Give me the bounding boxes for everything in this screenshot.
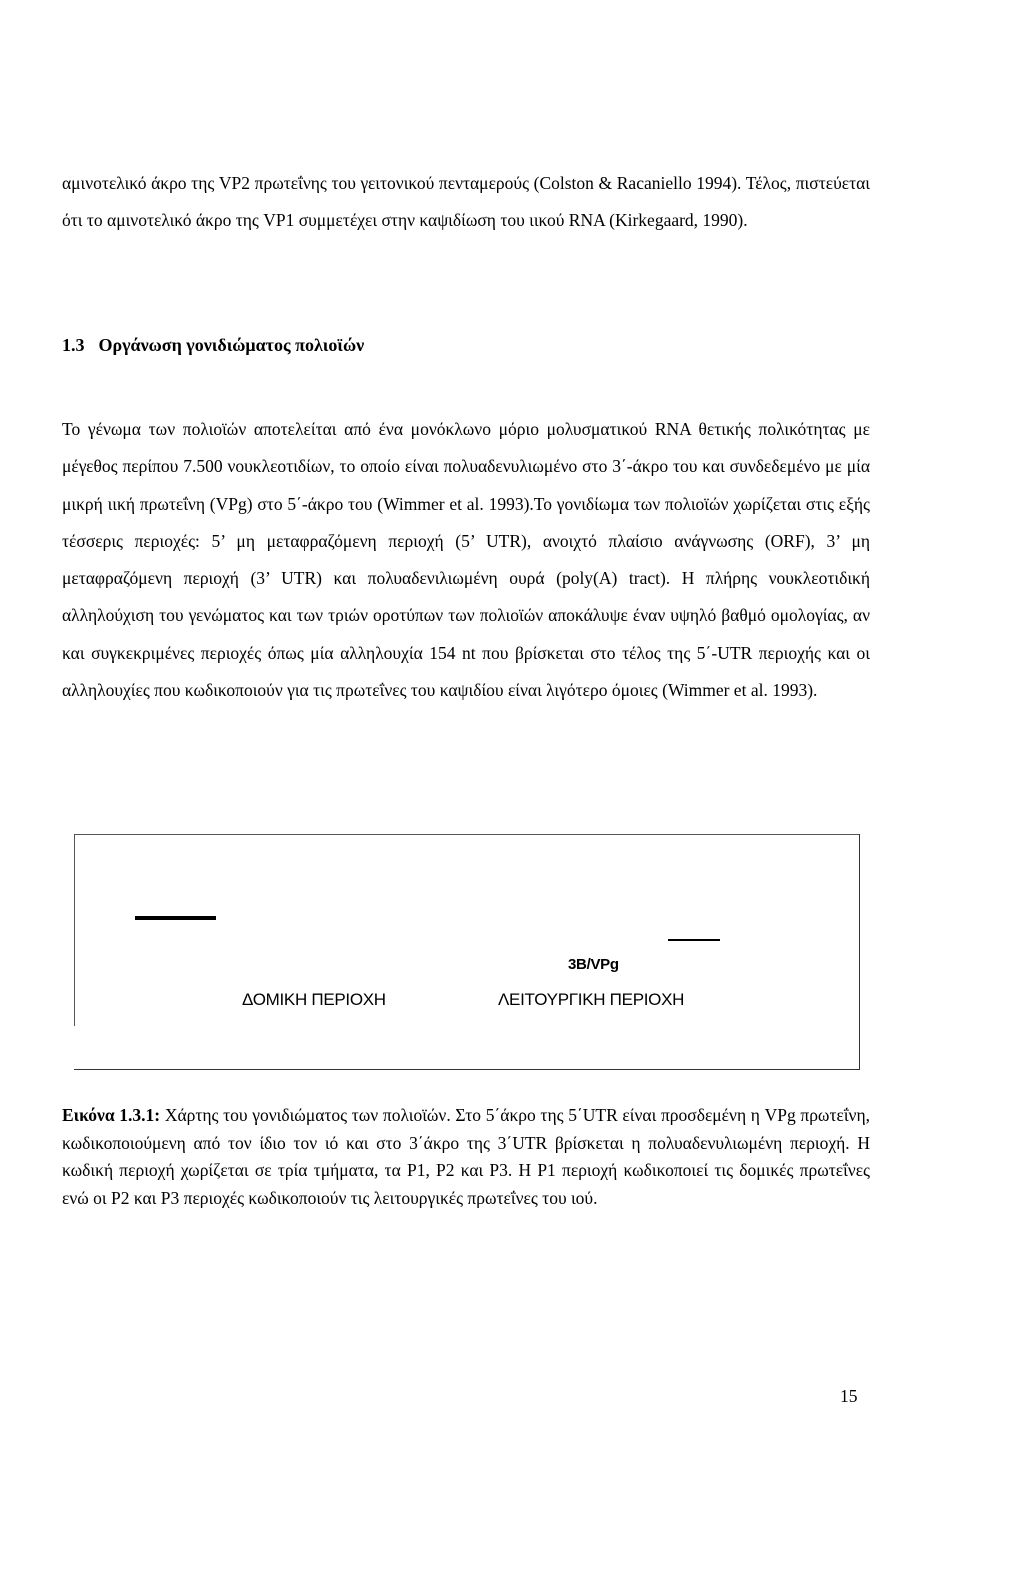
figure-frame-left — [74, 834, 75, 1026]
page-number: 15 — [840, 1386, 858, 1406]
figure-frame-right — [859, 834, 860, 1070]
body-paragraph: Το γένωμα των πολιοϊών αποτελείται από ένα μονόκλωνο μόριο μολυσματικού RNA θετικής πολικότητας με μέγεθος περίπου 7.500 νουκλεοτιδίων, το οποίο είναι πολυαδενυλιωμένο στο 3΄-άκρο του και συνδεδεμένο με μία μικρή ιική πρωτεΐνη (VPg) στο 5΄-άκρο του (Wimmer et al. 1993).Το γονιδίωμα των πολιοϊών χωρίζεται στις εξής τέσσερις περιοχές: 5’ μη μεταφραζόμενη περιοχή (5’ UTR), ανοιχτό πλαίσιο ανάγνωσης (ORF), 3’ μη μεταφραζόμενη περιοχή (3’ UTR) και πολυαδενιλιωμένη ουρά (poly(A) tract). Η πλήρης νουκλεοτιδική αλληλούχιση του γενώματος και των τριών οροτύπων των πολιοϊών αποκάλυψε έναν υψηλό βαθμό ομολογίας, αν και συγκεκριμένες περιοχές όπως μία αλληλουχία 154 nt που βρίσκεται στο τέλος της 5΄-UTR περιοχής και οι αλληλουχίες που κωδικοποιούν για τις πρωτεΐνες του καψιδίου είναι λιγότερο όμοιες (Wimmer et al. 1993). — [62, 419, 870, 701]
caption-text: Χάρτης του γονιδιώματος των πολιοϊών. Στο 5΄άκρο της 5΄UTR είναι προσδεμένη η VPg πρωτεΐνη, κωδικοποιούμενη από τον ίδιο τον ιό και στο 3΄άκρο της 3΄UTR βρίσκεται η πολυαδενυλιωμένη περιοχή. Η κωδική περιοχή χωρίζεται σε τρία τμήματα, τα P1, P2 και P3. Η P1 περιοχή κωδικοποιεί τις δομικές πρωτεΐνες ενώ οι P2 και P3 περιοχές κωδικοποιούν τις λειτουργικές πρωτεΐνες του ιού. — [62, 1105, 870, 1208]
section-title: Οργάνωση γονιδιώματος πολιοϊών — [98, 335, 365, 355]
figure-frame-top — [74, 834, 860, 835]
functional-region-bar — [668, 939, 720, 941]
functional-region-label: ΛΕΙΤΟΥΡΓΙΚΗ ΠΕΡΙΟΧΗ — [498, 990, 685, 1009]
intro-paragraph: αμινοτελικό άκρο της VP2 πρωτεΐνης του γειτονικού πενταμερούς (Colston & Racaniello 1994). Τέλος, πιστεύεται ότι το αμινοτελικό άκρο της VP1 συμμετέχει στην καψιδίωση του ιικού RNA (Kirkegaard, 1990). — [62, 173, 870, 231]
caption-label: Εικόνα 1.3.1: — [62, 1105, 161, 1125]
section-number: 1.3 — [62, 335, 85, 355]
vpg-label: 3B/VPg — [568, 956, 619, 973]
section-heading — [62, 332, 364, 358]
structural-region-bar — [135, 916, 216, 920]
figure-caption — [62, 1102, 870, 1212]
structural-region-label: ΔΟΜΙΚΗ ΠΕΡΙΟΧΗ — [242, 990, 386, 1009]
genome-map-figure — [74, 834, 860, 1070]
figure-frame-bottom — [74, 1069, 860, 1070]
